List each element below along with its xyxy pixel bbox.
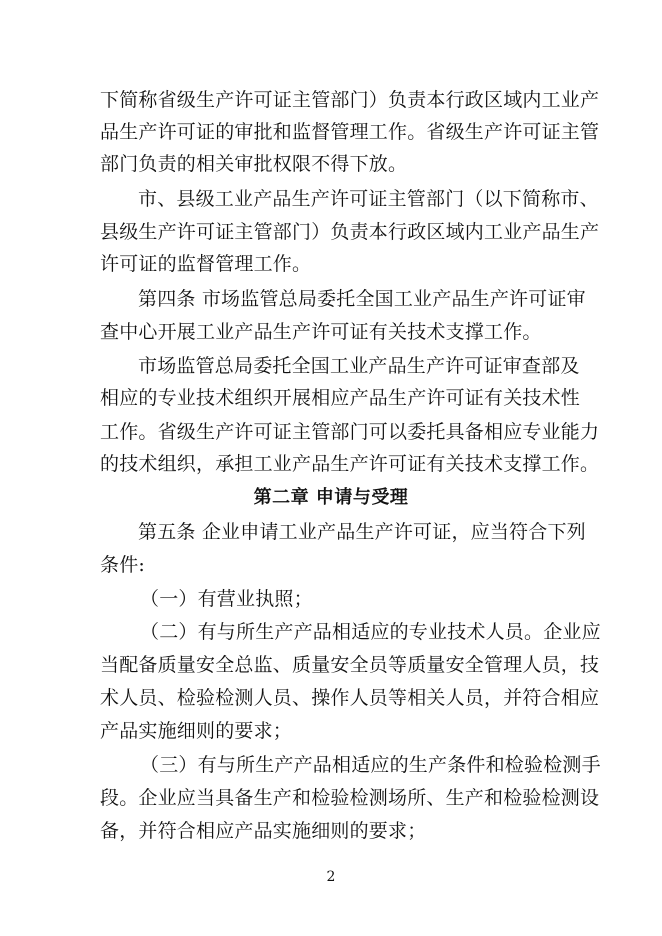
page-number: 2 <box>326 869 336 885</box>
paragraph-line: 段。企业应当具备生产和检验检测场所、生产和检验检测设 <box>100 787 600 809</box>
paragraph-line: 部门负责的相关审批权限不得下放。 <box>100 153 408 175</box>
paragraph-line: 产品实施细则的要求； <box>100 720 293 742</box>
paragraph-line: 相应的专业技术组织开展相应产品生产许可证有关技术性 <box>100 387 581 409</box>
paragraph-line: 备，并符合相应产品实施细则的要求； <box>100 820 427 842</box>
list-item: （三）有与所生产产品相适应的生产条件和检验检测手 <box>140 754 601 776</box>
paragraph-line: 品生产许可证的审批和监督管理工作。省级生产许可证主管 <box>100 121 600 143</box>
paragraph-line: 工作。省级生产许可证主管部门可以委托具备相应专业能力 <box>100 421 600 443</box>
paragraph-line: 下简称省级生产许可证主管部门）负责本行政区域内工业产 <box>100 89 600 111</box>
paragraph-line: 条件: <box>100 554 146 576</box>
paragraph-line: 市、县级工业产品生产许可证主管部门（以下简称市、 <box>138 188 599 210</box>
article-5-line: 第五条 企业申请工业产品生产许可证，应当符合下列 <box>138 521 586 543</box>
paragraph-line: 县级生产许可证主管部门）负责本行政区域内工业产品生产 <box>100 221 600 243</box>
list-item: （二）有与所生产产品相适应的专业技术人员。企业应 <box>140 621 601 643</box>
paragraph-line: 当配备质量安全总监、质量安全员等质量安全管理人员，技 <box>100 654 600 676</box>
list-item: （一）有营业执照； <box>140 588 313 610</box>
paragraph-line: 的技术组织，承担工业产品生产许可证有关技术支撑工作。 <box>100 453 600 475</box>
article-4-line: 第四条 市场监管总局委托全国工业产品生产许可证审 <box>138 288 586 310</box>
paragraph-line: 市场监管总局委托全国工业产品生产许可证审查部及 <box>138 355 580 377</box>
chapter-heading: 第二章 申请与受理 <box>253 487 409 508</box>
paragraph-line: 查中心开展工业产品生产许可证有关技术支撑工作。 <box>100 321 542 343</box>
paragraph-line: 许可证的监督管理工作。 <box>100 253 312 275</box>
paragraph-line: 术人员、检验检测人员、操作人员等相关人员，并符合相应 <box>100 687 600 709</box>
